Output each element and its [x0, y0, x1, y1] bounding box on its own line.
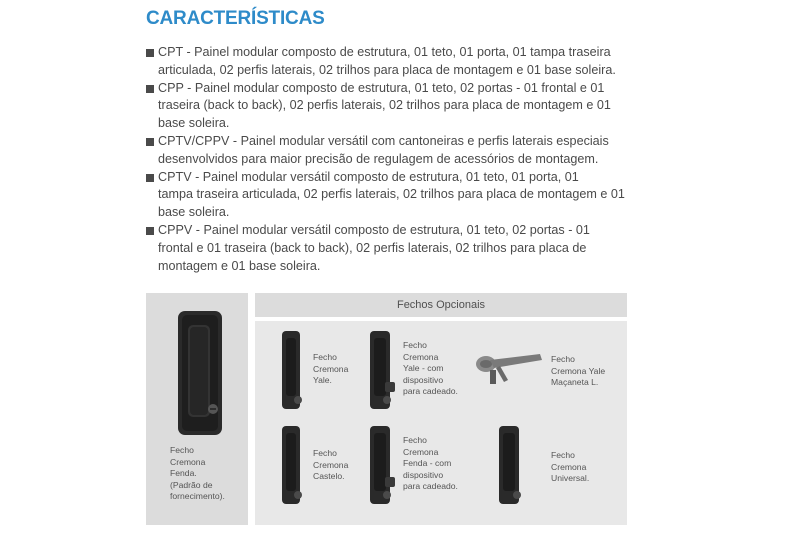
caption-line: para cadeado. — [403, 481, 458, 491]
caption-line: Fecho — [551, 450, 575, 460]
characteristics-list — [146, 44, 646, 275]
item-text: desenvolvidos para maior precisão de regulagem de acessórios de montagem. — [158, 151, 599, 166]
cremona-yale-padlock-latch-icon — [369, 330, 397, 410]
list-item-cpt — [146, 44, 646, 80]
yale-l-handle-caption — [551, 354, 605, 389]
caption-line: Cremona — [403, 351, 439, 362]
caption-line: Fecho — [170, 445, 194, 455]
square-bullet-icon — [146, 49, 154, 57]
optional-latches-header: Fechos Opcionais — [255, 293, 627, 317]
item-text: CPT - Painel modular composto de estrutura, 01 teto, 01 porta, 01 tampa traseira — [158, 45, 611, 59]
list-item-cptv — [146, 169, 646, 222]
yale-caption — [313, 352, 348, 387]
universal-caption — [551, 450, 589, 485]
square-bullet-icon — [146, 174, 154, 182]
caption-line: Castelo. — [313, 471, 345, 481]
caption-line: Fenda. — [170, 468, 197, 478]
standard-latch-caption — [170, 445, 225, 503]
caption-line: Cremona — [551, 461, 587, 472]
caption-line: dispositivo — [403, 469, 444, 480]
item-text: base soleira. — [158, 116, 230, 131]
cremona-universal-latch-icon — [498, 425, 524, 505]
caption-line: para cadeado. — [403, 386, 458, 396]
caption-line: Fecho — [403, 435, 427, 445]
caption-line: Fecho — [551, 354, 575, 364]
section-title: CARACTERÍSTICAS — [146, 8, 325, 29]
yale-padlock-caption — [403, 340, 458, 398]
fenda-padlock-caption — [403, 435, 458, 493]
cremona-yale-latch-icon — [281, 330, 303, 410]
caption-line: Cremona — [313, 363, 349, 374]
caption-line: Cremona — [403, 446, 439, 457]
cremona-fenda-latch-icon — [176, 309, 226, 437]
castelo-caption — [313, 448, 348, 483]
item-text: frontal e 01 traseira (back to back), 02 perfis laterais, 02 trilhos para placa de — [158, 240, 587, 255]
square-bullet-icon — [146, 227, 154, 235]
caption-line: Fecho — [313, 448, 337, 458]
cremona-castelo-latch-icon — [281, 425, 303, 505]
item-text: base soleira. — [158, 205, 230, 220]
item-text: montagem e 01 base soleira. — [158, 258, 321, 273]
caption-line: fornecimento). — [170, 491, 225, 501]
caption-line: Fenda - com — [403, 458, 452, 468]
square-bullet-icon — [146, 138, 154, 146]
cremona-fenda-padlock-latch-icon — [369, 425, 397, 505]
caption-line: Cremona — [313, 459, 349, 470]
list-item-cpp — [146, 80, 646, 133]
item-text: articulada, 02 perfis laterais, 02 trilhos para placa de montagem e 01 base soleira. — [158, 62, 616, 77]
caption-line: Universal. — [551, 473, 590, 483]
caption-line: Fecho — [313, 352, 337, 362]
caption-line: Cremona — [170, 456, 206, 467]
item-text: traseira (back to back), 02 perfis laterais, 02 trilhos para placa de montagem e 01 — [158, 98, 611, 113]
item-text: CPTV - Painel modular versátil composto de estrutura, 01 teto, 01 porta, 01 — [158, 169, 579, 184]
list-item-cptv-cppv — [146, 133, 646, 169]
caption-line: (Padrão de — [170, 479, 213, 490]
caption-line: Fecho — [403, 340, 427, 350]
caption-line: Maçaneta L. — [551, 377, 599, 387]
item-text: CPPV - Painel modular versátil composto de estrutura, 01 teto, 02 portas - 01 — [158, 222, 590, 237]
item-text: tampa traseira articulada, 02 perfis laterais, 02 trilhos para placa de montagem e 01 — [158, 187, 625, 202]
item-text: CPP - Painel modular composto de estrutura, 01 teto, 02 portas - 01 frontal e 01 — [158, 80, 605, 95]
list-item-cppv — [146, 222, 646, 275]
caption-line: dispositivo — [403, 374, 444, 385]
square-bullet-icon — [146, 85, 154, 93]
caption-line: Yale - com — [403, 363, 444, 373]
cremona-yale-l-handle-icon — [474, 352, 546, 388]
caption-line: Yale. — [313, 375, 332, 385]
item-text: CPTV/CPPV - Painel modular versátil com cantoneiras e perfis laterais especiais — [158, 133, 609, 148]
caption-line: Cremona Yale — [551, 365, 606, 376]
